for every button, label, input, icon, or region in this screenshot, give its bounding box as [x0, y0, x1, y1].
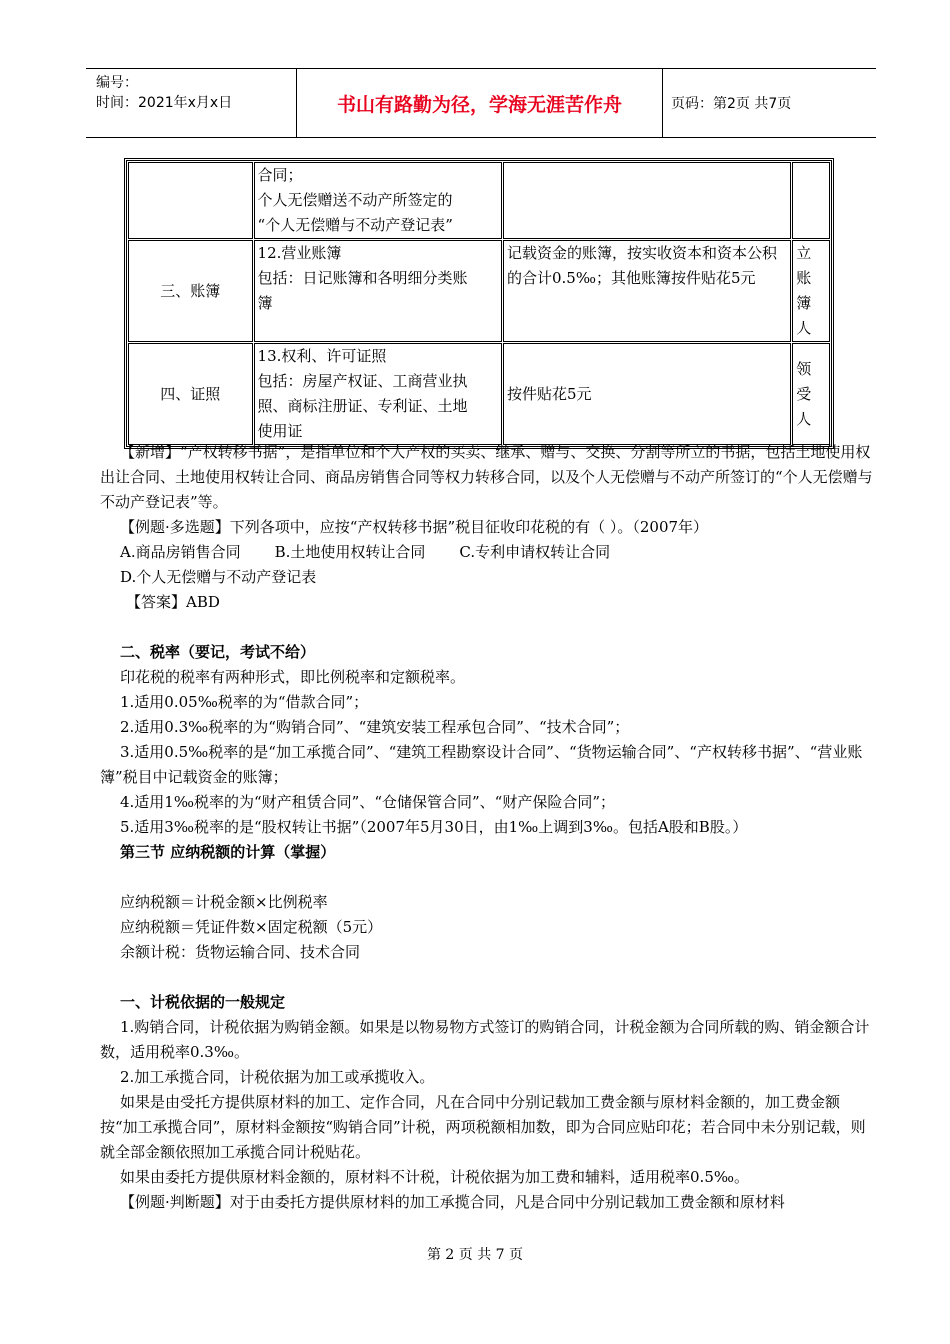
- item-line: 包括：房屋产权证、工商营业执: [257, 372, 468, 390]
- header-motto: 书山有路勤为径，学海无涯苦作舟: [297, 69, 663, 137]
- table-row: [128, 240, 830, 342]
- item-line: 13.权利、许可证照: [257, 347, 387, 365]
- section-title-calculation: 第三节 应纳税额的计算（掌握）: [120, 843, 336, 861]
- rate-cell: 按件贴花5元: [503, 343, 791, 445]
- rate-item: 3.适用0.5‰税率的是“加工承揽合同”、“建筑工程勘察设计合同”、“货物运输合同”、“产权转移书据”、“营业账簿”税目中记载资金的账簿；: [100, 743, 863, 786]
- formula: 应纳税额＝计税金额×比例税率: [120, 893, 328, 911]
- basis-paragraph: 2.加工承揽合同，计税依据为加工或承揽收入。: [120, 1068, 435, 1086]
- time-label: 时间：2021年x月x日: [96, 95, 233, 111]
- rate-item: 4.适用1‰税率的为“财产租赁合同”、“仓储保管合同”、“财产保险合同”；: [120, 793, 615, 811]
- rate-item: 1.适用0.05‰税率的为“借款合同”；: [120, 693, 369, 711]
- item-line: “个人无偿赠与不动产登记表”: [257, 216, 453, 234]
- rate-item: 5.适用3‰税率的是“股权转让书据”（2007年5月30日，由1‰上调到3‰。包括A股和B股。）: [120, 818, 748, 836]
- item-cell: [254, 162, 502, 239]
- header-meta: [86, 69, 297, 137]
- basis-paragraph: 如果是由受托方提供原材料的加工、定作合同，凡在合同中分别记载加工费金额与原材料金额的，加工费金额按“加工承揽合同”，原材料金额按“购销合同”计税，两项税额相加数，即为合同应贴印花；若合同中未分别记载，则就全部金额依照加工承揽合同计税贴花。: [100, 1093, 866, 1161]
- options-row: [100, 540, 875, 565]
- page-header: [86, 68, 876, 138]
- new-note: 【新增】“产权转移书据”，是指单位和个人产权的买卖、继承、赠与、交换、分割等所立的书据，包括土地使用权出让合同、土地使用权转让合同、商品房销售合同等权力转移合同，以及个人无偿赠与不动产所签订的“个人无偿赠与不动产登记表”等。: [100, 443, 873, 511]
- item-line: 个人无偿赠送不动产所签定的: [257, 191, 453, 209]
- rate-cell: 记载资金的账簿，按实收资本和资本公积的合计0.5‰；其他账簿按件贴花5元: [503, 240, 791, 342]
- section-title-basis: 一、计税依据的一般规定: [120, 993, 286, 1011]
- item-cell: [254, 240, 502, 342]
- formula: 应纳税额＝凭证件数×固定税额（5元）: [120, 918, 383, 936]
- formula: 余额计税：货物运输合同、技术合同: [120, 943, 361, 961]
- section-title-rates: 二、税率（要记，考试不给）: [120, 643, 316, 661]
- payer-cell: 立账簿人: [792, 240, 830, 342]
- example-question: 【例题·多选题】下列各项中，应按“产权转移书据”税目征收印花税的有（ ）。（2007年）: [120, 518, 709, 536]
- basis-paragraph: 如果由委托方提供原材料金额的，原材料不计税，计税依据为加工费和辅料，适用税率0.5‰。: [120, 1168, 749, 1186]
- number-label: 编号：: [96, 75, 138, 91]
- example-question: 【例题·判断题】对于由委托方提供原材料的加工承揽合同，凡是合同中分别记载加工费金额和原材料: [120, 1193, 785, 1211]
- header-page-info: 页码：第2页 共7页: [671, 96, 792, 112]
- item-line: 使用证: [257, 422, 303, 440]
- table-row: [128, 343, 830, 445]
- document-body: [100, 440, 875, 1215]
- item-line: 簿: [257, 294, 273, 312]
- option-d: D.个人无偿赠与不动产登记表: [120, 568, 317, 586]
- page-footer: 第 2 页 共 7 页: [426, 1247, 524, 1263]
- category-cell: 三、账簿: [128, 240, 253, 342]
- item-line: 12.营业账簿: [257, 244, 342, 262]
- category-cell: 四、证照: [128, 343, 253, 445]
- category-cell: [128, 162, 253, 239]
- stamp-tax-table: [124, 158, 834, 449]
- item-line: 合同；: [257, 166, 303, 184]
- item-line: 包括：日记账簿和各明细分类账: [257, 269, 468, 287]
- option-c: C.专利申请权转让合同: [459, 543, 611, 561]
- item-line: 照、商标注册证、专利证、土地: [257, 397, 468, 415]
- rate-cell: [503, 162, 791, 239]
- rates-intro: 印花税的税率有两种形式，即比例税率和定额税率。: [120, 668, 466, 686]
- option-a: A.商品房销售合同: [120, 543, 241, 561]
- option-b: B.土地使用权转让合同: [274, 543, 426, 561]
- answer: 【答案】ABD: [126, 593, 220, 611]
- basis-paragraph: 1.购销合同，计税依据为购销金额。如果是以物易物方式签订的购销合同，计税金额为合同所载的购、销金额合计数，适用税率0.3‰。: [100, 1018, 870, 1061]
- rate-item: 2.适用0.3‰税率的为“购销合同”、“建筑安装工程承包合同”、“技术合同”；: [120, 718, 630, 736]
- payer-cell: [792, 162, 830, 239]
- item-cell: [254, 343, 502, 445]
- payer-cell: 领受人: [792, 343, 830, 445]
- table-row: [128, 162, 830, 239]
